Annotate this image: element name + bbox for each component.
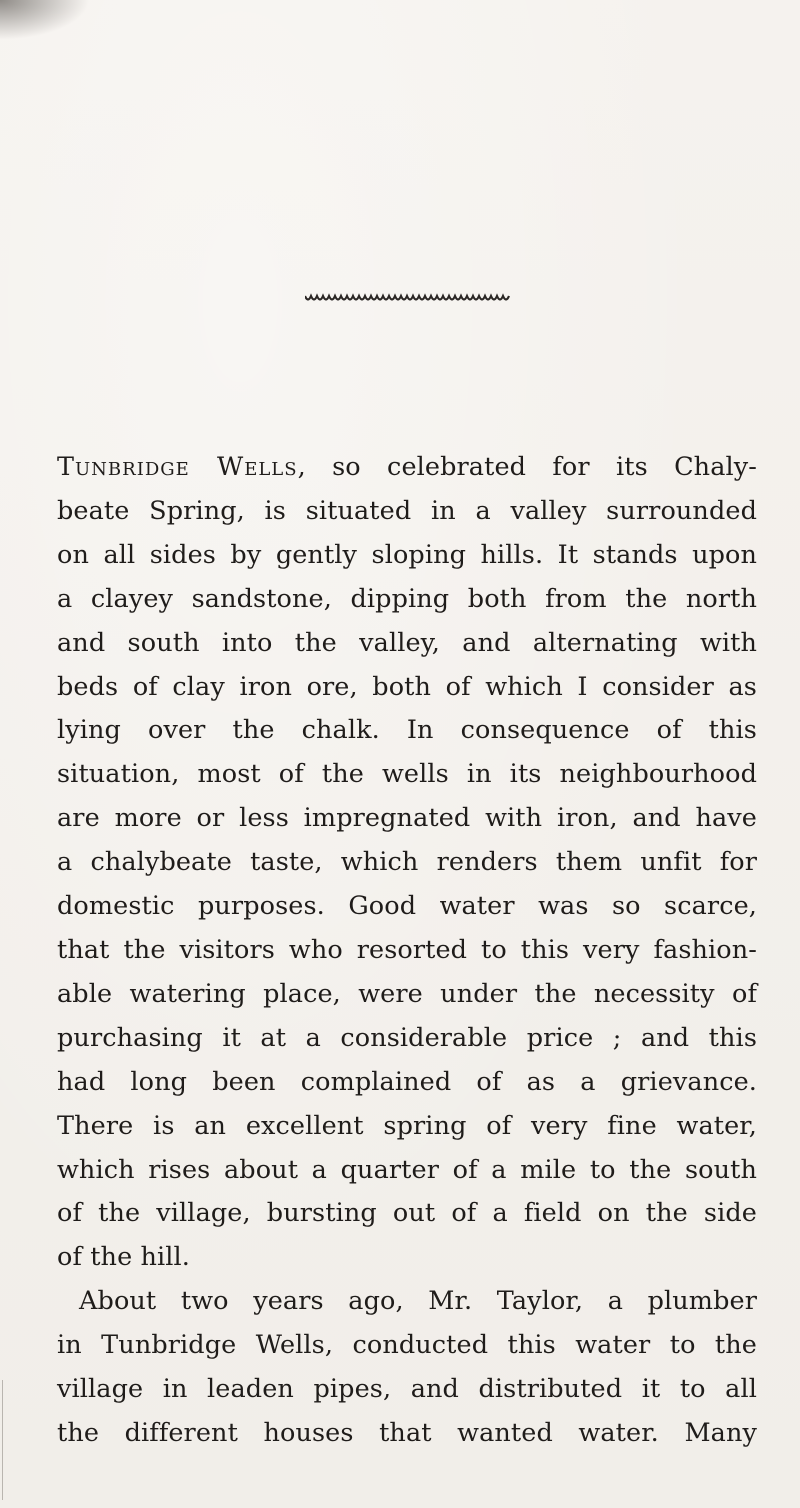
text-line: able watering place, were under the necessity of [57, 978, 757, 1009]
text-line: are more or less impregnated with iron, and have [57, 803, 757, 834]
text-line: a chalybeate taste, which renders them unfit for [57, 847, 757, 878]
text-line: There is an excellent spring of very fine water, [57, 1110, 757, 1141]
text-line: domestic purposes. Good water was so scarce, [57, 891, 757, 922]
text-line: beate Spring, is situated in a valley surrounded [57, 495, 757, 526]
text-line: village in leaden pipes, and distributed it to all [57, 1374, 757, 1405]
text-line: purchasing it at a considerable price ; and this [57, 1022, 757, 1053]
text-line: lying over the chalk. In consequence of this [57, 715, 757, 746]
body-text [57, 446, 757, 1456]
page-corner-shadow [0, 0, 90, 40]
text-line: on all sides by gently sloping hills. It stands upon [57, 539, 757, 570]
text-line: About two years ago, Mr. Taylor, a plumber [79, 1286, 757, 1317]
ornamental-rule-icon [305, 292, 511, 306]
opening-small-caps: Tunbridge Wells [57, 452, 298, 482]
text-line: a clayey sandstone, dipping both from the north [57, 583, 757, 614]
text-line: and south into the valley, and alternating with [57, 627, 757, 658]
text-line: beds of clay iron ore, both of which I consider as [57, 671, 757, 702]
text-line: that the visitors who resorted to this very fashion- [57, 934, 757, 965]
page-edge-mark [2, 1380, 3, 1500]
text-line: in Tunbridge Wells, conducted this water to the [57, 1330, 757, 1361]
text-line: of the village, bursting out of a field on the side [57, 1198, 757, 1229]
text-line: situation, most of the wells in its neighbourhood [57, 759, 757, 790]
text-line: had long been complained of as a grievance. [57, 1066, 757, 1097]
text-line: which rises about a quarter of a mile to the south [57, 1154, 757, 1185]
text-line: Tunbridge Wells, so celebrated for its Chaly- [57, 452, 757, 482]
text-line: of the hill. [57, 1242, 190, 1273]
text-line: the different houses that wanted water. Many [57, 1417, 757, 1448]
